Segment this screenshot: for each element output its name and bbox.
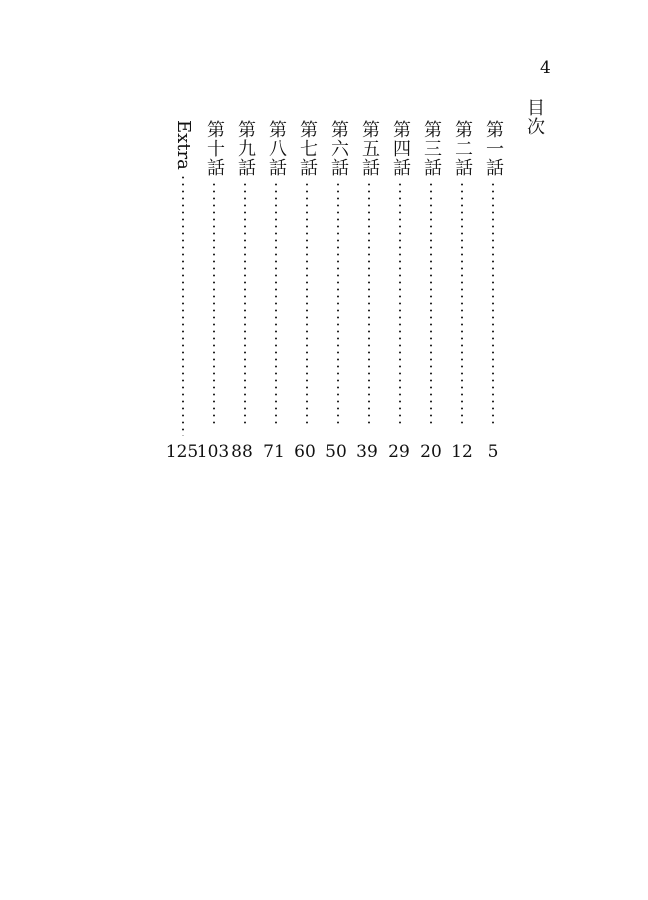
- dot-leader: [399, 181, 401, 425]
- toc-entry-title: 第七話: [297, 120, 318, 177]
- toc-page-number: 103: [196, 442, 230, 462]
- toc-entry-extra[interactable]: [171, 120, 195, 436]
- dot-leader: [430, 181, 432, 425]
- toc-entry-title: 第四話: [390, 120, 411, 177]
- toc-page-number: 39: [356, 442, 378, 462]
- toc-entry-3[interactable]: [419, 120, 443, 425]
- toc-entry-8[interactable]: [264, 120, 288, 425]
- page-number: 4: [540, 58, 551, 78]
- dot-leader: [461, 181, 463, 425]
- toc-page-number: 88: [231, 442, 253, 462]
- toc-entry-title: 第九話: [235, 120, 256, 177]
- dot-leader: [275, 181, 277, 425]
- toc-page-number: 50: [325, 442, 347, 462]
- toc-entry-7[interactable]: [295, 120, 319, 425]
- dot-leader: [244, 181, 246, 425]
- toc-entry-title: 第五話: [359, 120, 380, 177]
- toc-entry-title: 第三話: [421, 120, 442, 177]
- toc-entry-title: 第二話: [452, 120, 473, 177]
- toc-entry-title: 第八話: [266, 120, 287, 177]
- toc-entry-title: 第十話: [204, 120, 225, 177]
- toc-page-number: 125: [165, 442, 199, 462]
- toc-page-number: 60: [294, 442, 316, 462]
- toc-page-number: 29: [388, 442, 410, 462]
- toc-title: 目次: [524, 98, 545, 136]
- dot-leader: [306, 181, 308, 425]
- toc-entry-6[interactable]: [326, 120, 350, 425]
- toc-page-number: 20: [420, 442, 442, 462]
- toc-entry-5[interactable]: [357, 120, 381, 425]
- toc-page-number: 12: [451, 442, 473, 462]
- dot-leader: [182, 174, 184, 436]
- toc-page-number: 5: [487, 442, 499, 462]
- toc-entry-title: 第六話: [328, 120, 349, 177]
- toc-entry-10[interactable]: [202, 120, 226, 425]
- toc-entry-title: Extra: [173, 120, 194, 170]
- toc-page-number: 71: [263, 442, 285, 462]
- dot-leader: [368, 181, 370, 425]
- toc-entry-1[interactable]: [481, 120, 505, 425]
- toc-entry-2[interactable]: [450, 120, 474, 425]
- toc-entry-4[interactable]: [388, 120, 412, 425]
- dot-leader: [213, 181, 215, 425]
- toc-entry-title: 第一話: [483, 120, 504, 177]
- toc-entry-9[interactable]: [233, 120, 257, 425]
- dot-leader: [492, 181, 494, 425]
- dot-leader: [337, 181, 339, 425]
